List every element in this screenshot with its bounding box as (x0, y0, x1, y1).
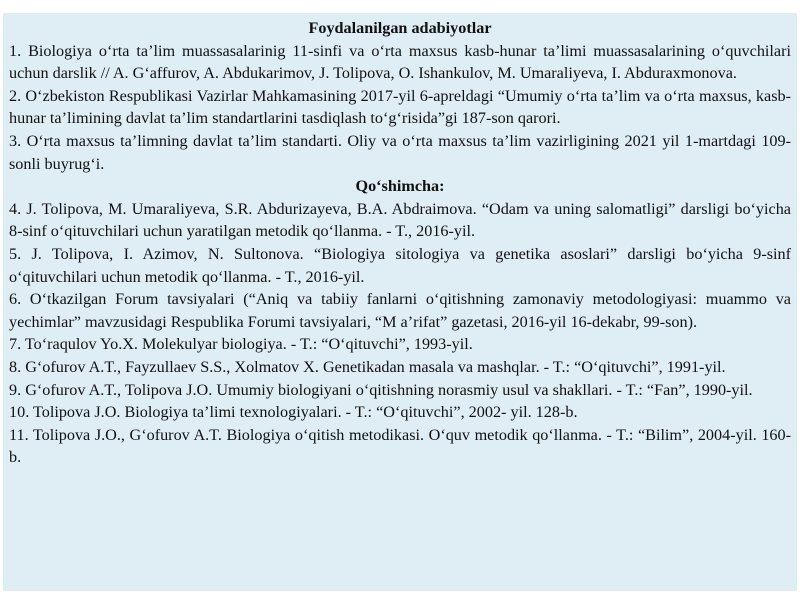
supplement-heading: Qo‘shimcha: (355, 177, 445, 196)
reference-item: 10. Tolipova J.O. Biologiya ta’limi texnologiyalari. - T.: “O‘qituvchi”, 2002- yil. 128-b. (9, 403, 578, 422)
reference-item: 9. G‘ofurov A.T., Tolipova J.O. Umumiy biologiyani o‘qitishning norasmiy usul va shakllari. - T.: “Fan”, 1990-yil. (9, 380, 753, 399)
reference-item: 11. Tolipova J.O., G‘ofurov A.T. Biologiya o‘qitish metodikasi. O‘quv metodik qo‘llanma. - T.: “Bilim”, 2004-yil. 160-b. (9, 425, 791, 467)
page-title: Foydalanilgan adabiyotlar (308, 19, 492, 37)
reference-item: 6. O‘tkazilgan Forum tavsiyalari (“Aniq va tabiiy fanlarni o‘qitishning zamonaviy metodologiyasi: muammo va yechimlar” mavzusidagi Respublika Forumi tavsiyalari, “M a’rifat” gazetasi, 2016-yil 16-dekabr, 99-son). (9, 290, 791, 331)
reference-item: 7. To‘raqulov Yo.X. Molekulyar biologiya. - T.: “O‘qituvchi”, 1993-yil. (9, 335, 473, 354)
reference-item: 8. G‘ofurov A.T., Fayzullaev S.S., Xolmatov X. Genetikadan masala va mashqlar. - T.: “O‘qituvchi”, 1991-yil. (9, 357, 726, 376)
reference-item: 3. O‘rta maxsus ta’limning davlat ta’lim standarti. Oliy va o‘rta maxsus ta’lim vazirligining 2021 yil 1-martdagi 109-sonli buyrug‘i. (9, 131, 791, 173)
reference-item: 1. Biologiya o‘rta ta’lim muassasalarinig 11-sinfi va o‘rta maxsus kasb-hunar ta’limi muassasalarining o‘quvchilari uchun darslik // A. G‘affurov, A. Abdukarimov, J. Tolipova, O. Ishankulov, M. Umaraliyeva, I. Abduraxmonova. (9, 41, 791, 83)
reference-item: 5. J. Tolipova, I. Azimov, N. Sultonova. “Biologiya sitologiya va genetika asoslari” darsligi bo‘yicha 9-sinf o‘qituvchilari uchun metodik qo‘llanma. - T., 2016-yil. (9, 244, 791, 286)
references-slide (3, 13, 797, 591)
reference-item: 2. O‘zbekiston Respublikasi Vazirlar Mahkamasining 2017-yil 6-apreldagi “Umumiy o‘rta ta’lim va o‘rta maxsus, kasb-hunar ta’limining davlat ta’lim standartlarini tasdiqlash to‘g‘risida”gi 187-son qarori. (9, 86, 791, 128)
reference-item: 4. J. Tolipova, M. Umaraliyeva, S.R. Abdurizayeva, B.A. Abdraimova. “Odam va uning salomatligi” darsligi bo‘yicha 8-sinf o‘qituvchilari uchun yaratilgan metodik qo‘llanma. - T., 2016-yil. (9, 199, 791, 241)
